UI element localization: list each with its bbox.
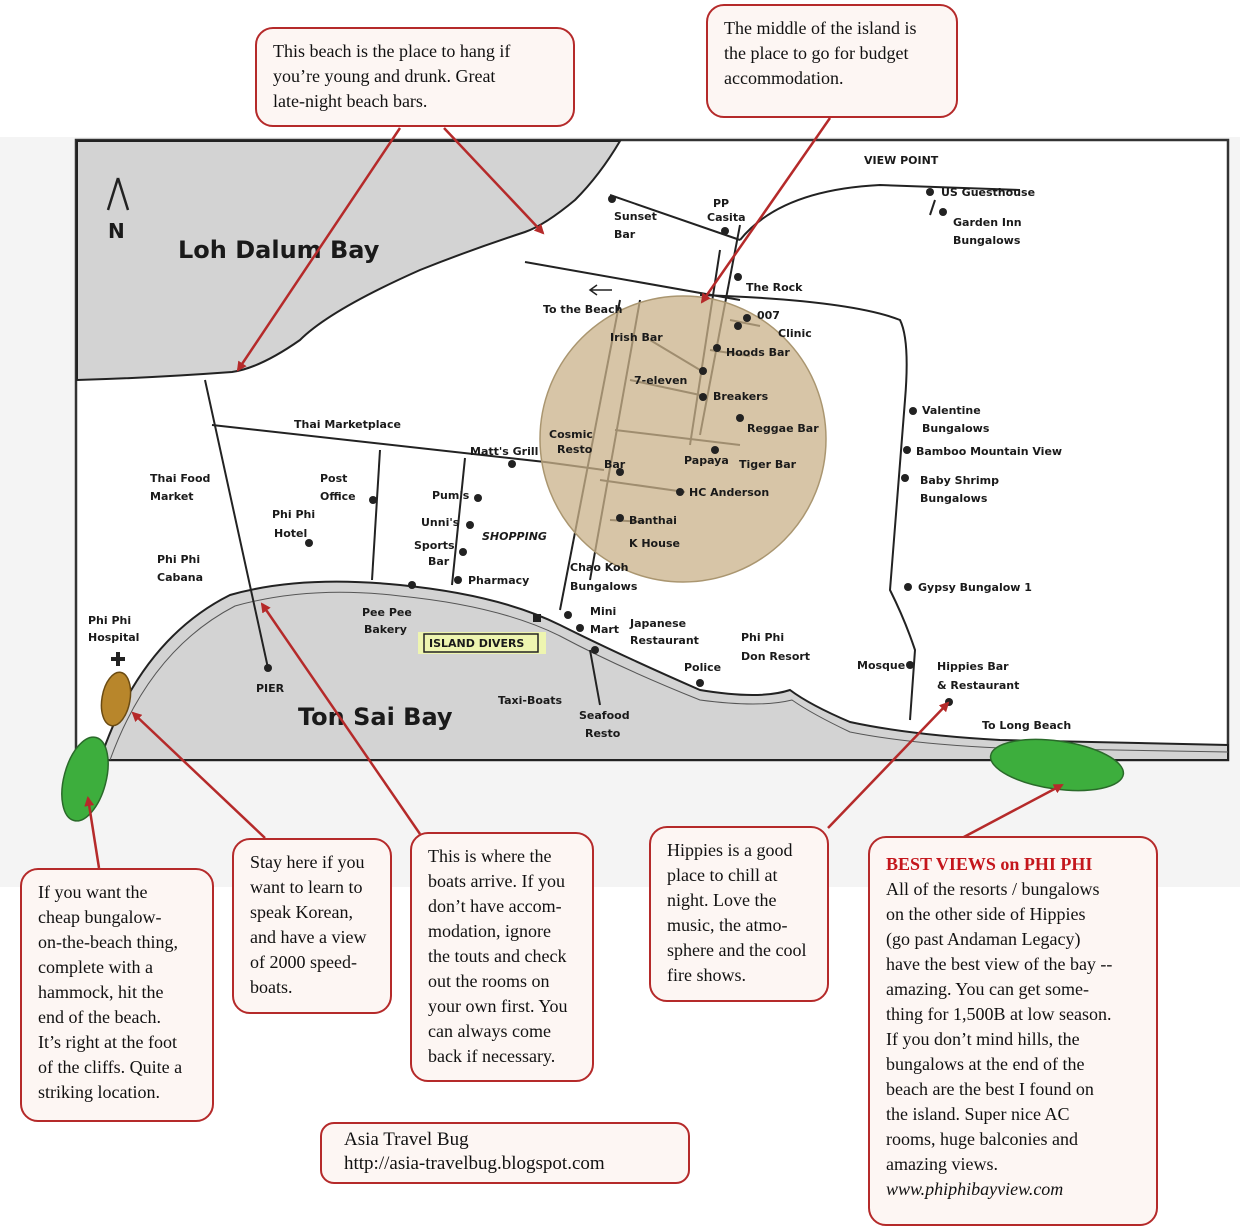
- clinic-label: Clinic: [778, 327, 812, 340]
- chao-koh-label-2: Bungalows: [570, 580, 638, 593]
- callout-hippies: [649, 826, 829, 1002]
- pp-casita-label: PP: [713, 197, 730, 210]
- credit-name: Asia Travel Bug: [344, 1129, 469, 1150]
- chao-koh-label: Chao Koh: [570, 561, 629, 574]
- baby-shrimp-label-2: Bungalows: [920, 492, 988, 505]
- 7-eleven-label: 7-eleven: [634, 374, 688, 387]
- japanese-restaurant-label: Japanese: [630, 617, 687, 630]
- sunset-bar-label: Sunset: [614, 210, 657, 223]
- callout-cheap-bungalow-text: If you want the cheap bungalow- on-the-beach thing, complete with a hammock, hit the end of the beach. It’s right at the foot of the cliffs. Quite a striking location.: [38, 882, 183, 1102]
- phi-phi-don-resort-label-2: Don Resort: [741, 650, 811, 663]
- callout-cheap-bungalow: [20, 868, 214, 1122]
- callout-beach-bars: [255, 27, 575, 127]
- breakers-label: Breakers: [713, 390, 769, 403]
- thai-marketplace-label: Thai Marketplace: [294, 418, 401, 431]
- pp-casita-label-2: Casita: [707, 211, 746, 224]
- callout-boats-arrive: [410, 832, 594, 1082]
- credit-box: [320, 1122, 690, 1184]
- mosque-label: Mosque: [857, 659, 906, 672]
- mini-mart-label-2: Mart: [590, 623, 620, 636]
- japanese-restaurant-label-2: Restaurant: [630, 634, 699, 647]
- ton-sai-bay-label: Ton Sai Bay: [298, 703, 453, 731]
- thai-food-market-label: Thai Food: [150, 472, 211, 485]
- sports-bar-label-2: Bar: [428, 555, 450, 568]
- callout-korean-text: Stay here if you want to learn to speak Korean, and have a view of 2000 speed- boats.: [250, 852, 367, 997]
- pums-label: Pum's: [432, 489, 470, 502]
- best-views-title: BEST VIEWS on PHI PHI: [886, 854, 1093, 874]
- papaya-label: Papaya: [684, 454, 729, 467]
- pharmacy-label: Pharmacy: [468, 574, 530, 587]
- seafood-resto-label-2: Resto: [585, 727, 621, 740]
- unnis-label: Unni's: [421, 516, 460, 529]
- us-guesthouse-label: US Guesthouse: [941, 186, 1036, 199]
- hc-anderson-label: HC Anderson: [689, 486, 770, 499]
- best-views-body: All of the resorts / bungalows on the other side of Hippies (go past Andaman Legacy) have the best view of the bay -- amazing. You can get some- thing for 1,500B at low season. If you don’t mind hills, the bungalows at the end of the beach are the best I found on the island. Super nice AC rooms, huge balconies and amazing views.: [886, 879, 1113, 1174]
- valentine-label-2: Bungalows: [922, 422, 990, 435]
- thai-food-market-label-2: Market: [150, 490, 194, 503]
- best-views-link[interactable]: www.phiphibayview.com: [886, 1179, 1064, 1199]
- post-office-label: Post: [320, 472, 348, 485]
- phi-phi-hospital-label-2: Hospital: [88, 631, 140, 644]
- tiger-bar-label: Tiger Bar: [739, 458, 797, 471]
- taxi-boats-label: Taxi-Boats: [498, 694, 563, 707]
- phi-phi-hotel-label: Phi Phi: [272, 508, 316, 521]
- irish-bar-label: Irish Bar: [610, 331, 663, 344]
- banthai-label: Banthai: [629, 514, 677, 527]
- callout-beach-bars-text: This beach is the place to hang if you’re young and drunk. Great late-night beach bars.: [273, 41, 511, 111]
- phi-phi-hospital-label: Phi Phi: [88, 614, 132, 627]
- reggae-bar-label: Reggae Bar: [747, 422, 819, 435]
- callout-korean: [232, 838, 392, 1014]
- callout-best-views: [868, 836, 1158, 1226]
- callout-budget-text: The middle of the island is the place to go for budget accommodation.: [724, 18, 917, 88]
- phi-phi-hotel-label-2: Hotel: [274, 527, 308, 540]
- bamboo-mountain-label: Bamboo Mountain View: [916, 445, 1063, 458]
- view-point-label: VIEW POINT: [864, 154, 939, 167]
- bar-label: Bar: [604, 458, 626, 471]
- hippies-label-2: & Restaurant: [937, 679, 1020, 692]
- phi-phi-cabana-label-2: Cabana: [157, 571, 204, 584]
- pee-pee-bakery-label-2: Bakery: [364, 623, 407, 636]
- hoods-bar-label: Hoods Bar: [726, 346, 790, 359]
- gypsy-bungalow-label: Gypsy Bungalow 1: [918, 581, 1032, 594]
- callout-boats-arrive-text: This is where the boats arrive. If you don’t have accom- modation, ignore the touts and check out the rooms on your own first. You can always come back if necessary.: [428, 846, 568, 1066]
- cosmic-resto-label-2: Resto: [557, 443, 593, 456]
- baby-shrimp-label: Baby Shrimp: [920, 474, 999, 487]
- police-label: Police: [684, 661, 722, 674]
- to-the-beach-label: To the Beach: [543, 303, 623, 316]
- sunset-bar-label-2: Bar: [614, 228, 636, 241]
- garden-inn-label: Garden Inn: [953, 216, 1022, 229]
- seafood-resto-label: Seafood: [579, 709, 630, 722]
- loh-dalum-bay-label: Loh Dalum Bay: [178, 236, 380, 264]
- sports-bar-label: Sports: [414, 539, 455, 552]
- hippies-label: Hippies Bar: [937, 660, 1009, 673]
- phi-phi-don-resort-label: Phi Phi: [741, 631, 785, 644]
- garden-inn-label-2: Bungalows: [953, 234, 1021, 247]
- pee-pee-bakery-label: Pee Pee: [362, 606, 412, 619]
- valentine-label: Valentine: [922, 404, 981, 417]
- matts-grill-label: Matt's Grill: [470, 445, 539, 458]
- shopping-label: SHOPPING: [482, 530, 547, 543]
- k-house-label: K House: [629, 537, 680, 550]
- pier-label: PIER: [256, 682, 285, 695]
- post-office-label-2: Office: [320, 490, 356, 503]
- north-label: N: [108, 219, 125, 243]
- mini-mart-label: Mini: [590, 605, 617, 618]
- the-rock-label: The Rock: [746, 281, 803, 294]
- cosmic-resto-label: Cosmic: [549, 428, 593, 441]
- callout-hippies-text: Hippies is a good place to chill at night. Love the music, the atmo- sphere and the cool fire shows.: [667, 840, 807, 985]
- to-long-beach-label: To Long Beach: [982, 719, 1072, 732]
- credit-url[interactable]: http://asia-travelbug.blogspot.com: [344, 1153, 605, 1174]
- phi-phi-cabana-label: Phi Phi: [157, 553, 201, 566]
- callout-budget-accommodation: [706, 4, 958, 118]
- island-divers-label: ISLAND DIVERS: [429, 637, 525, 650]
- 007-label: 007: [757, 309, 780, 322]
